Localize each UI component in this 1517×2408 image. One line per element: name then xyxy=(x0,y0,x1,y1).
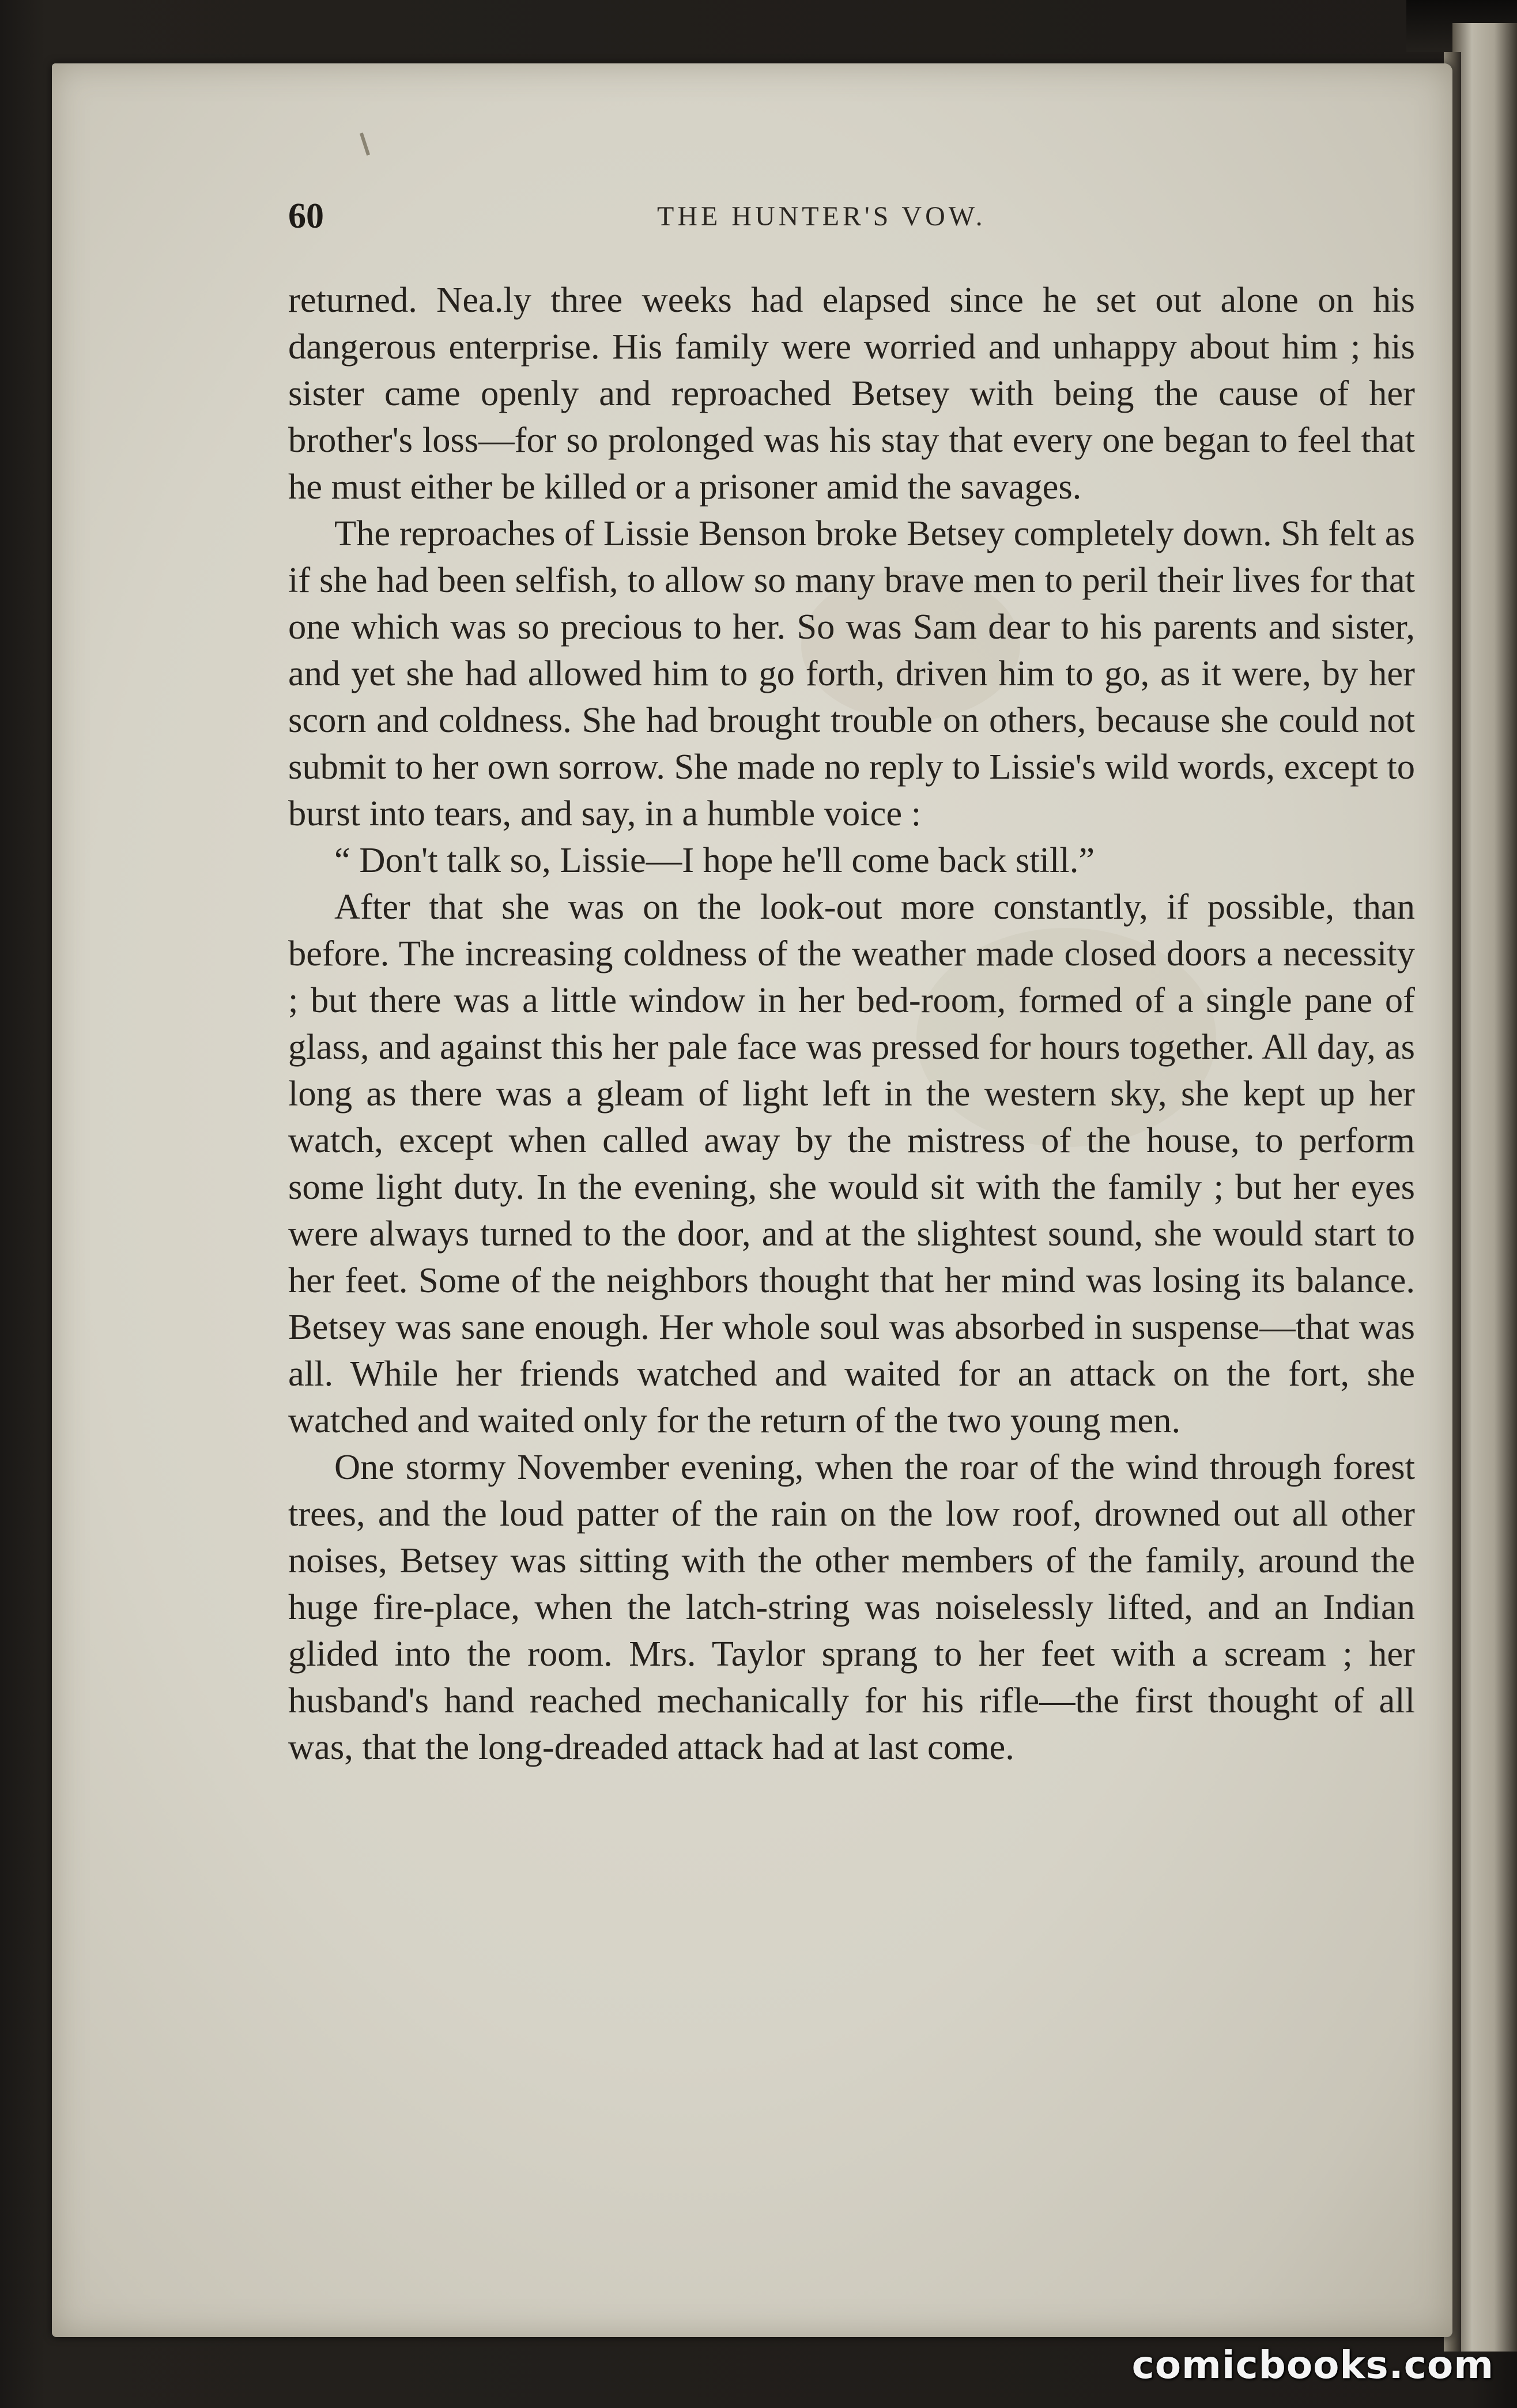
paragraph: After that she was on the look-out more constantly, if possible, than before. The increasing coldness of the weather made closed doors a necessity ; but there was a little window in her bed-room, formed of a single pane of glass, and against this her pale face was pressed for hours together. All day, as long as there was a gleam of light left in the western sky, she kept up her watch, except when called away by the mistress of the house, to perform some light duty. In the evening, she would sit with the family ; but her eyes were always turned to the door, and at the slightest sound, she would start to her feet. Some of the neighbors thought that her mind was losing its balance. Betsey was sane enough. Her whole soul was absorbed in suspense—that was all. While her friends watched and waited for an attack on the fort, she watched and waited only for the return of the two young men. xyxy=(288,886,1415,1440)
site-watermark: comicbooks.com xyxy=(1131,2343,1494,2387)
paragraph: The reproaches of Lissie Benson broke Betsey completely down. Sh felt as if she had been selfish, to allow so many brave men to peril their lives for that one which was so precious to her. So was Sam dear to his parents and sister, and yet she had allowed him to go forth, driven him to go, as it were, by her scorn and coldness. She had brought trouble on others, because she could not submit to her own sorrow. She made no reply to Lissie's wild words, except to burst into tears, and say, in a humble voice : xyxy=(288,513,1415,833)
paragraph: One stormy November evening, when the roar of the wind through forest trees, and the loud patter of the rain on the low roof, drowned out all other noises, Betsey was sitting with the other members of the family, around the huge fire-place, when the latch-string was noiselessly lifted, and an Indian glided into the room. Mrs. Taylor sprang to her feet with a scream ; her husband's hand reached mechanically for his rifle—the first thought of all was, that the long-dreaded attack had at last come. xyxy=(288,1447,1415,1767)
paragraph: “ Don't talk so, Lissie—I hope he'll come back still.” xyxy=(334,840,1095,880)
pencil-mark xyxy=(360,133,370,156)
page-number: 60 xyxy=(288,197,324,236)
paragraph: returned. Nea.ly three weeks had elapsed since he set out alone on his dangerous enterprise. His family were worried and unhappy about him ; his sister came openly and reproached Betsey with being the cause of her brother's loss—for so prolonged was his stay that every one began to feel that he must either be killed or a prisoner amid the savages. xyxy=(288,280,1415,507)
adjacent-page-edge xyxy=(1452,23,1517,2352)
page-header xyxy=(288,196,1441,242)
running-title: THE HUNTER'S VOW. xyxy=(657,201,986,232)
body-text xyxy=(288,277,1415,1771)
